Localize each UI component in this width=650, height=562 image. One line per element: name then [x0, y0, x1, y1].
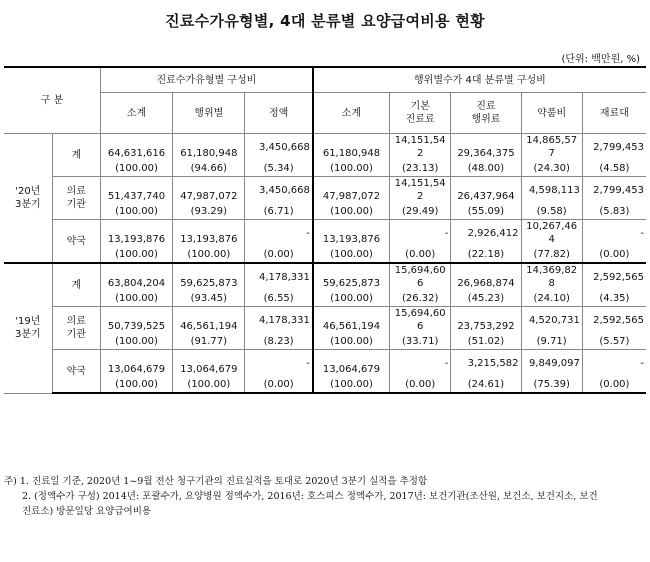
value-cell: 2,926,412 — [451, 220, 521, 247]
footnotes — [4, 474, 644, 519]
percent-cell: (9.58) — [521, 203, 582, 220]
table-row — [4, 350, 646, 377]
table-row — [4, 134, 646, 161]
table-row — [4, 307, 646, 334]
header-g2-col: 기본 진료료 — [390, 93, 451, 134]
value-cell: 61,180,948 — [313, 134, 390, 161]
row-label: 약국 — [52, 220, 100, 264]
unit-label: (단위: 백만원, %) — [561, 54, 640, 65]
value-cell: 3,450,668 — [245, 134, 313, 161]
percent-cell: (48.00) — [451, 160, 521, 177]
percent-cell: (0.00) — [390, 246, 451, 263]
percent-cell: (100.00) — [100, 333, 172, 350]
header-subcolumns — [4, 93, 646, 134]
percent-cell: (100.00) — [313, 203, 390, 220]
value-cell: 2,799,453 — [582, 177, 646, 204]
percent-cell: (100.00) — [173, 246, 245, 263]
value-cell: 46,561,194 — [173, 307, 245, 334]
percent-cell: (8.23) — [245, 333, 313, 350]
percent-cell: (45.23) — [451, 290, 521, 307]
percent-cell: (0.00) — [582, 246, 646, 263]
value-cell: 13,064,679 — [173, 350, 245, 377]
table-row-percent — [4, 160, 646, 177]
value-cell: 15,694,606 — [390, 307, 451, 334]
header-g2-col: 소계 — [313, 93, 390, 134]
value-cell: 3,215,582 — [451, 350, 521, 377]
value-cell: 14,865,577 — [521, 134, 582, 161]
table-body — [4, 134, 646, 394]
value-cell: 14,151,542 — [390, 134, 451, 161]
value-cell: 9,849,097 — [521, 350, 582, 377]
header-g2-col: 재료대 — [582, 93, 646, 134]
percent-cell: (100.00) — [313, 246, 390, 263]
value-cell: 2,799,453 — [582, 134, 646, 161]
value-cell: 4,178,331 — [245, 307, 313, 334]
header-g1-col: 정액 — [245, 93, 313, 134]
percent-cell: (100.00) — [100, 203, 172, 220]
value-cell: - — [245, 350, 313, 377]
footnote-2-cont: 진료소) 방문일당 요양급여비용 — [22, 506, 152, 517]
header-g1-col: 행위별 — [173, 93, 245, 134]
value-cell: 63,804,204 — [100, 263, 172, 290]
value-cell: 4,178,331 — [245, 263, 313, 290]
value-cell: 2,592,565 — [582, 307, 646, 334]
value-cell: 13,193,876 — [100, 220, 172, 247]
table-row-percent — [4, 203, 646, 220]
table-row-percent — [4, 333, 646, 350]
table-row — [4, 220, 646, 247]
value-cell: 26,968,874 — [451, 263, 521, 290]
value-cell: 26,437,964 — [451, 177, 521, 204]
percent-cell: (22.18) — [451, 246, 521, 263]
percent-cell: (100.00) — [313, 160, 390, 177]
percent-cell: (0.00) — [245, 246, 313, 263]
percent-cell: (93.45) — [173, 290, 245, 307]
percent-cell: (93.29) — [173, 203, 245, 220]
percent-cell: (55.09) — [451, 203, 521, 220]
value-cell: 50,739,525 — [100, 307, 172, 334]
value-cell: 10,267,464 — [521, 220, 582, 247]
percent-cell: (100.00) — [100, 290, 172, 307]
percent-cell: (4.35) — [582, 290, 646, 307]
footnote-2: 2. (정액수가 구성) 2014년: 포괄수가, 요양병원 정액수가, 2016년: 호스피스 정액수가, 2017년: 보건기관(조산원, 보건소, 보건지소, 보건 — [22, 491, 598, 502]
percent-cell: (24.61) — [451, 376, 521, 393]
value-cell: 14,369,828 — [521, 263, 582, 290]
value-cell: - — [245, 220, 313, 247]
value-cell: - — [390, 350, 451, 377]
percent-cell: (5.57) — [582, 333, 646, 350]
header-g1-col: 소계 — [100, 93, 172, 134]
value-cell: - — [582, 220, 646, 247]
value-cell: 64,631,616 — [100, 134, 172, 161]
percent-cell: (94.66) — [173, 160, 245, 177]
header-group-category: 행위별수가 4대 분류별 구성비 — [313, 67, 646, 93]
percent-cell: (6.55) — [245, 290, 313, 307]
period-label: '19년 3분기 — [4, 263, 52, 393]
header-group-type: 진료수가유형별 구성비 — [100, 67, 313, 93]
footnote-1: 주) 1. 진료일 기준, 2020년 1~9월 전산 청구기관의 진료실적을 토대로 2020년 3분기 실적을 추정함 — [4, 476, 428, 487]
percent-cell: (100.00) — [313, 290, 390, 307]
value-cell: 23,753,292 — [451, 307, 521, 334]
table-row — [4, 177, 646, 204]
percent-cell: (100.00) — [173, 376, 245, 393]
header-g2-col: 진료 행위료 — [451, 93, 521, 134]
value-cell: 13,064,679 — [100, 350, 172, 377]
row-label: 계 — [52, 263, 100, 307]
percent-cell: (100.00) — [100, 376, 172, 393]
percent-cell: (0.00) — [390, 376, 451, 393]
percent-cell: (100.00) — [313, 333, 390, 350]
value-cell: 4,598,113 — [521, 177, 582, 204]
row-label: 의료 기관 — [52, 307, 100, 350]
percent-cell: (0.00) — [582, 376, 646, 393]
value-cell: 61,180,948 — [173, 134, 245, 161]
value-cell: 47,987,072 — [173, 177, 245, 204]
value-cell: 51,437,740 — [100, 177, 172, 204]
percent-cell: (51.02) — [451, 333, 521, 350]
percent-cell: (9.71) — [521, 333, 582, 350]
value-cell: 14,151,542 — [390, 177, 451, 204]
percent-cell: (33.71) — [390, 333, 451, 350]
period-label: '20년 3분기 — [4, 134, 52, 264]
row-label: 약국 — [52, 350, 100, 394]
stats-table — [4, 66, 646, 394]
value-cell: 3,450,668 — [245, 177, 313, 204]
value-cell: 47,987,072 — [313, 177, 390, 204]
value-cell: 59,625,873 — [173, 263, 245, 290]
value-cell: 13,064,679 — [313, 350, 390, 377]
value-cell: 13,193,876 — [173, 220, 245, 247]
value-cell: - — [390, 220, 451, 247]
percent-cell: (91.77) — [173, 333, 245, 350]
percent-cell: (77.82) — [521, 246, 582, 263]
percent-cell: (0.00) — [245, 376, 313, 393]
percent-cell: (100.00) — [313, 376, 390, 393]
value-cell: 2,592,565 — [582, 263, 646, 290]
value-cell: 59,625,873 — [313, 263, 390, 290]
table-row — [4, 263, 646, 290]
percent-cell: (29.49) — [390, 203, 451, 220]
percent-cell: (24.30) — [521, 160, 582, 177]
row-label: 계 — [52, 134, 100, 177]
table-row-percent — [4, 290, 646, 307]
percent-cell: (26.32) — [390, 290, 451, 307]
percent-cell: (5.34) — [245, 160, 313, 177]
percent-cell: (6.71) — [245, 203, 313, 220]
percent-cell: (4.58) — [582, 160, 646, 177]
value-cell: 13,193,876 — [313, 220, 390, 247]
value-cell: 15,694,606 — [390, 263, 451, 290]
table-row-percent — [4, 376, 646, 393]
row-label: 의료 기관 — [52, 177, 100, 220]
percent-cell: (23.13) — [390, 160, 451, 177]
header-gubun: 구 분 — [4, 67, 100, 134]
percent-cell: (24.10) — [521, 290, 582, 307]
percent-cell: (100.00) — [100, 246, 172, 263]
percent-cell: (75.39) — [521, 376, 582, 393]
value-cell: 29,364,375 — [451, 134, 521, 161]
page-title: 진료수가유형별, 4대 분류별 요양급여비용 현황 — [165, 12, 485, 30]
table-row-percent — [4, 246, 646, 263]
percent-cell: (5.83) — [582, 203, 646, 220]
value-cell: - — [582, 350, 646, 377]
value-cell: 46,561,194 — [313, 307, 390, 334]
header-g2-col: 약품비 — [521, 93, 582, 134]
value-cell: 4,520,731 — [521, 307, 582, 334]
percent-cell: (100.00) — [100, 160, 172, 177]
